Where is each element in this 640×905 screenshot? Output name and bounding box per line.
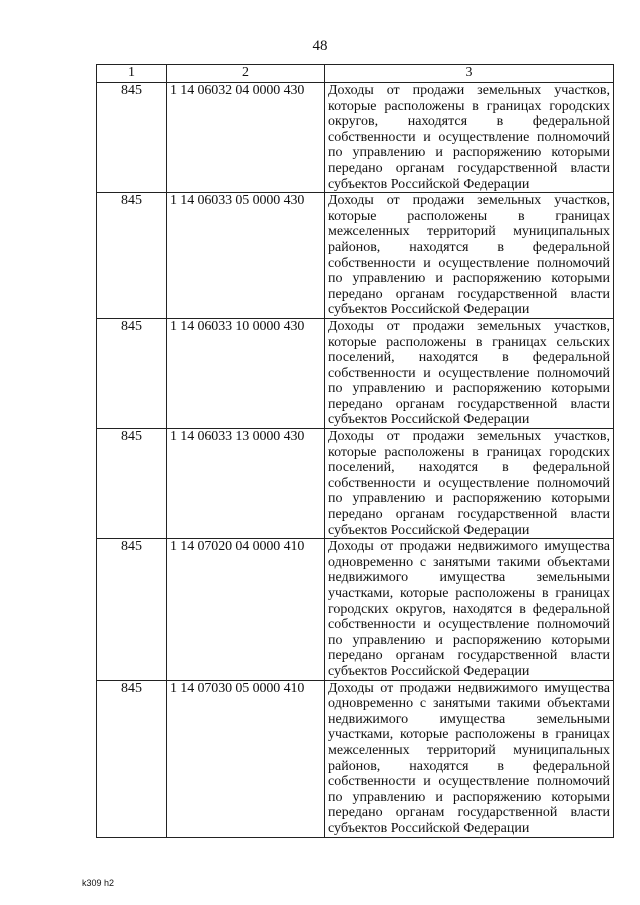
- description-cell: Доходы от продажи земельных участков, которые расположены в границах межселенных территорий муниципальных районов, находятся в федеральной собственности и осуществление полномочий по управлению и распоряжению которыми передано органам государственной власти субъектов Российской Федерации: [325, 193, 614, 319]
- column-header-1: 1: [97, 65, 167, 83]
- budget-code-cell: 1 14 07030 05 0000 410: [167, 680, 325, 837]
- table-row: [97, 318, 614, 428]
- budget-code-cell: 1 14 06032 04 0000 430: [167, 83, 325, 193]
- table-row: [97, 83, 614, 193]
- admin-code-cell: 845: [97, 539, 167, 680]
- table-row: [97, 539, 614, 680]
- admin-code-cell: 845: [97, 193, 167, 319]
- table-row: [97, 193, 614, 319]
- footer-document-code: k309 h2: [82, 878, 115, 888]
- description-cell: Доходы от продажи недвижимого имущества одновременно с занятыми такими объектами недвижимого имущества земельными участками, которые расположены в границах городских округов, находятся в федеральной собственности и осуществление полномочий по управлению и распоряжению которыми передано органам государственной власти субъектов Российской Федерации: [325, 539, 614, 680]
- budget-code-cell: 1 14 06033 10 0000 430: [167, 318, 325, 428]
- admin-code-cell: 845: [97, 680, 167, 837]
- budget-code-cell: 1 14 06033 13 0000 430: [167, 429, 325, 539]
- table-row: [97, 429, 614, 539]
- column-header-2: 2: [167, 65, 325, 83]
- admin-code-cell: 845: [97, 429, 167, 539]
- column-header-3: 3: [325, 65, 614, 83]
- description-cell: Доходы от продажи недвижимого имущества одновременно с занятыми такими объектами недвижимого имущества земельными участками, которые расположены в границах межселенных территорий муниципальных районов, находятся в федеральной собственности и осуществление полномочий по управлению и распоряжению которыми передано органам государственной власти субъектов Российской Федерации: [325, 680, 614, 837]
- budget-code-cell: 1 14 07020 04 0000 410: [167, 539, 325, 680]
- page-number: 48: [312, 38, 328, 54]
- table-header-row: [97, 65, 614, 83]
- admin-code-cell: 845: [97, 318, 167, 428]
- description-cell: Доходы от продажи земельных участков, которые расположены в границах городских округов, находятся в федеральной собственности и осуществление полномочий по управлению и распоряжению которыми передано органам государственной власти субъектов Российской Федерации: [325, 83, 614, 193]
- revenue-codes-table: [96, 64, 614, 838]
- admin-code-cell: 845: [97, 83, 167, 193]
- table-row: [97, 680, 614, 837]
- description-cell: Доходы от продажи земельных участков, которые расположены в границах сельских поселений, находятся в федеральной собственности и осуществление полномочий по управлению и распоряжению которыми передано органам государственной власти субъектов Российской Федерации: [325, 318, 614, 428]
- description-cell: Доходы от продажи земельных участков, которые расположены в границах городских поселений, находятся в федеральной собственности и осуществление полномочий по управлению и распоряжению которыми передано органам государственной власти субъектов Российской Федерации: [325, 429, 614, 539]
- budget-code-cell: 1 14 06033 05 0000 430: [167, 193, 325, 319]
